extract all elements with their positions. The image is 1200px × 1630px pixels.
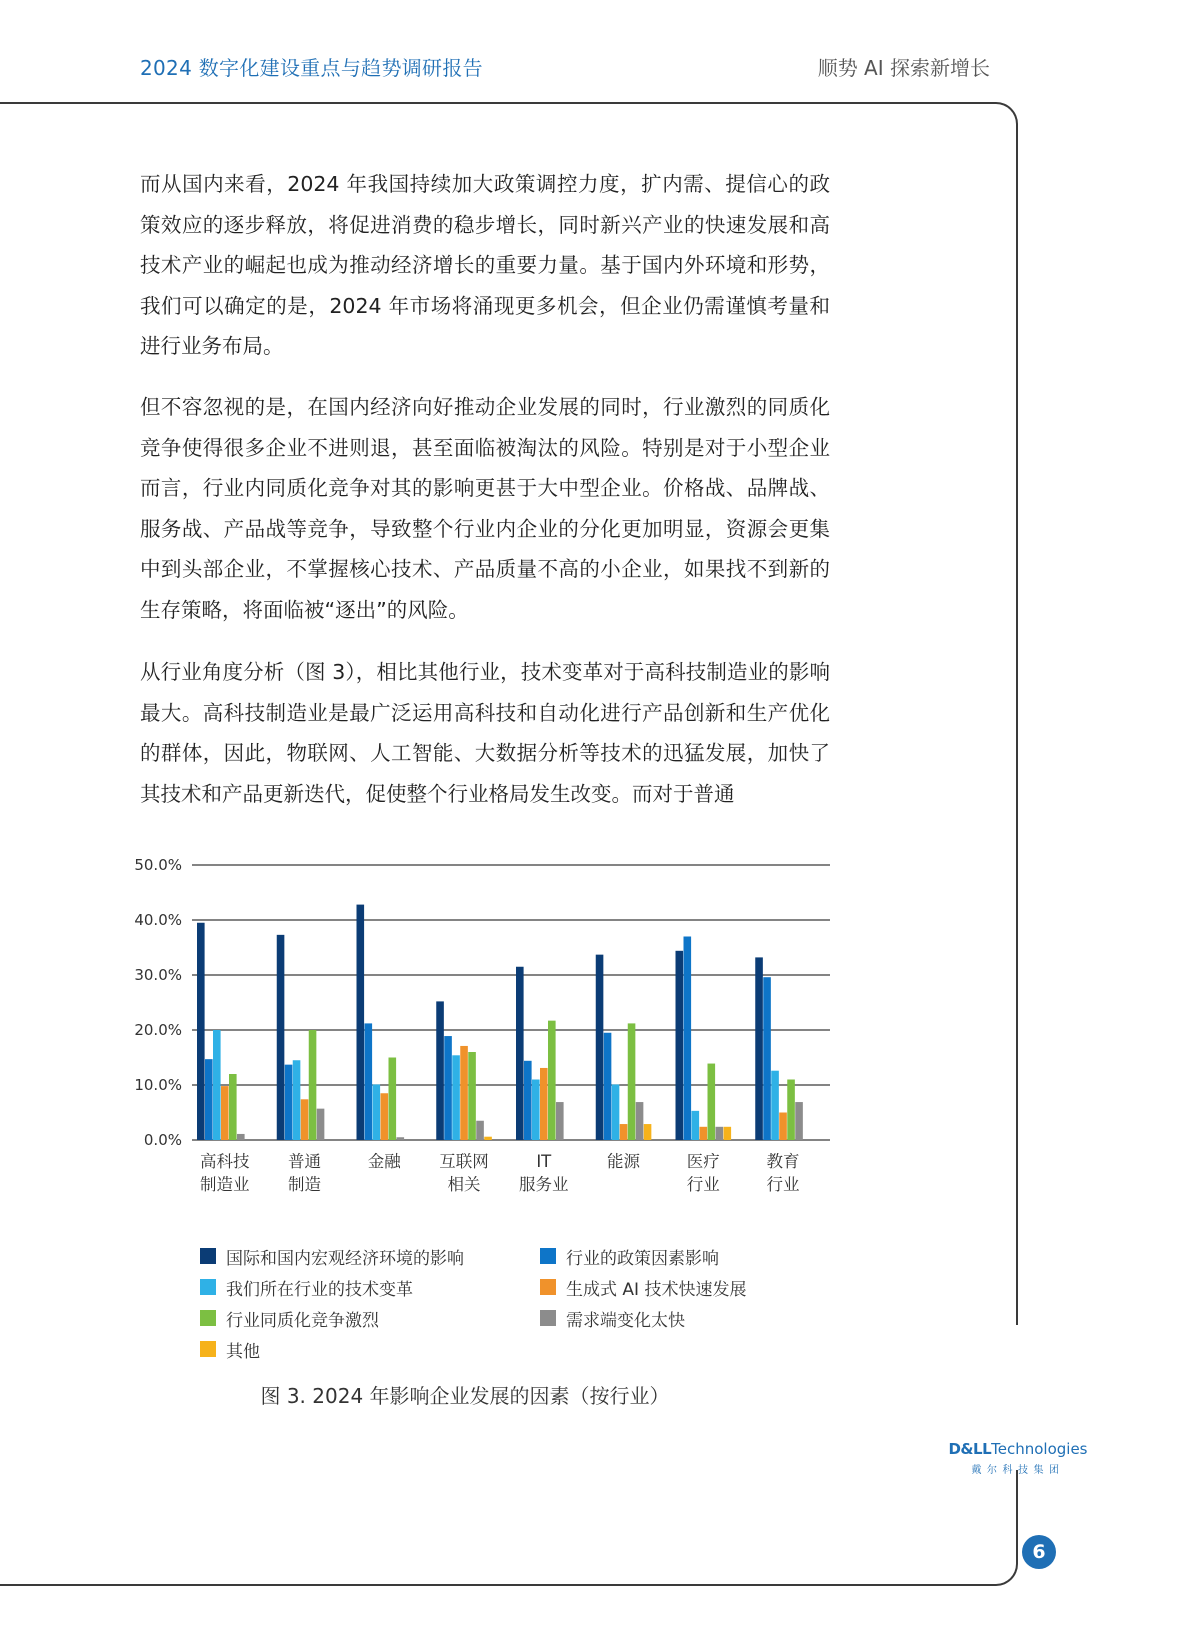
x-category-label: 教育	[766, 1152, 800, 1171]
bar-7-2	[771, 1071, 779, 1140]
bar-5-6	[644, 1124, 652, 1140]
bar-4-3	[540, 1068, 548, 1140]
industry-factor-bar-chart	[120, 845, 840, 1215]
legend-item	[200, 1245, 540, 1267]
legend-swatch	[540, 1310, 556, 1326]
bar-6-1	[684, 937, 692, 1141]
bar-1-3	[301, 1099, 309, 1140]
legend-label: 生成式 AI 技术快速发展	[566, 1279, 747, 1300]
bar-3-2	[452, 1055, 460, 1140]
x-category-label: 医疗	[686, 1152, 720, 1171]
paragraph-3: 从行业角度分析（图 3），相比其他行业，技术变革对于高科技制造业的影响最大。高科技制造业是最广泛运用高科技和自动化进行产品创新和生产优化的群体，因此，物联网、人工智能、大数据分析等技术的迅猛发展，加快了其技术和产品更新迭代，促使整个行业格局发生改变。而对于普通	[140, 660, 830, 806]
legend-swatch	[200, 1279, 216, 1295]
paragraph-1: 而从国内来看，2024 年我国持续加大政策调控力度，扩内需、提信心的政策效应的逐步释放，将促进消费的稳步增长，同时新兴产业的快速发展和高技术产业的崛起也成为推动经济增长的重要力量。基于国内外环境和形势，我们可以确定的是，2024 年市场将涌现更多机会，但企业仍需谨慎考量和进行业务布局。	[140, 172, 830, 358]
bar-0-1	[205, 1059, 213, 1140]
bar-0-0	[197, 923, 205, 1140]
bar-7-4	[787, 1080, 795, 1141]
bar-7-5	[795, 1102, 803, 1140]
legend-item	[540, 1245, 760, 1267]
bar-1-4	[309, 1030, 317, 1140]
bar-3-4	[468, 1052, 476, 1140]
legend-label: 需求端变化太快	[566, 1310, 685, 1331]
x-category-label: 制造业	[200, 1175, 250, 1194]
legend-item	[200, 1307, 540, 1329]
legend-item	[540, 1307, 760, 1329]
bar-1-5	[317, 1109, 325, 1140]
logo-wordmark: D&LLTechnologies	[948, 1440, 1088, 1458]
logo-subtitle: 戴尔科技集团	[971, 1465, 1065, 1476]
bar-5-5	[636, 1102, 644, 1140]
legend-label: 其他	[226, 1341, 260, 1362]
legend-item	[200, 1338, 540, 1360]
bar-6-6	[724, 1127, 732, 1140]
bar-5-2	[612, 1084, 620, 1140]
x-category-label: 金融	[367, 1152, 401, 1171]
bar-2-2	[373, 1084, 381, 1140]
y-tick-label: 50.0%	[134, 856, 182, 874]
x-category-label: 互联网	[439, 1152, 489, 1171]
bar-2-4	[389, 1058, 397, 1141]
bar-6-2	[692, 1111, 700, 1140]
bar-3-0	[436, 1001, 444, 1140]
bar-6-0	[676, 951, 684, 1140]
bar-6-4	[708, 1064, 716, 1140]
y-tick-label: 30.0%	[134, 966, 182, 984]
bar-1-0	[277, 935, 285, 1140]
y-tick-label: 0.0%	[143, 1131, 182, 1149]
bar-5-1	[604, 1033, 612, 1140]
bar-0-5	[237, 1134, 245, 1140]
bar-4-4	[548, 1021, 556, 1140]
bar-6-3	[700, 1127, 708, 1140]
bar-0-2	[213, 1030, 221, 1140]
bar-3-1	[444, 1036, 452, 1140]
legend-swatch	[200, 1341, 216, 1357]
bar-0-4	[229, 1074, 237, 1140]
x-category-label: 制造	[288, 1175, 322, 1194]
bar-1-2	[293, 1060, 301, 1140]
x-category-label: 普通	[288, 1152, 322, 1171]
report-slogan: 顺势 AI 探索新增长	[817, 56, 990, 80]
bar-7-1	[763, 977, 771, 1140]
y-tick-label: 40.0%	[134, 911, 182, 929]
bar-1-1	[285, 1065, 293, 1140]
legend-swatch	[540, 1279, 556, 1295]
y-tick-label: 10.0%	[134, 1076, 182, 1094]
bar-6-5	[716, 1127, 724, 1140]
bar-4-1	[524, 1061, 532, 1140]
bar-2-5	[397, 1137, 405, 1140]
x-category-label: 能源	[607, 1152, 641, 1171]
bar-4-5	[556, 1102, 564, 1140]
bar-4-0	[516, 967, 524, 1140]
bar-3-3	[460, 1046, 468, 1140]
x-category-label: 服务业	[519, 1175, 569, 1194]
x-category-label: IT	[536, 1152, 552, 1171]
bar-5-0	[596, 955, 604, 1140]
legend-swatch	[540, 1248, 556, 1264]
legend-item	[540, 1276, 760, 1298]
bar-2-0	[357, 905, 365, 1140]
bar-7-3	[779, 1113, 787, 1141]
figure-caption: 图 3. 2024 年影响企业发展的因素（按行业）	[260, 1384, 670, 1408]
bar-3-5	[476, 1121, 484, 1140]
paragraph-2: 但不容忽视的是，在国内经济向好推动企业发展的同时，行业激烈的同质化竞争使得很多企业不进则退，甚至面临被淘汰的风险。特别是对于小型企业而言，行业内同质化竞争对其的影响更甚于大中型企业。价格战、品牌战、服务战、产品战等竞争，导致整个行业内企业的分化更加明显，资源会更集中到头部企业，不掌握核心技术、产品质量不高的小企业，如果找不到新的生存策略，将面临被“逐出”的风险。	[140, 395, 830, 622]
bar-0-3	[221, 1086, 229, 1140]
x-category-label: 高科技	[200, 1152, 250, 1171]
y-tick-label: 20.0%	[134, 1021, 182, 1039]
page-number-badge: 6	[1022, 1535, 1056, 1569]
x-category-label: 行业	[686, 1175, 720, 1194]
legend-swatch	[200, 1248, 216, 1264]
legend-label: 国际和国内宏观经济环境的影响	[226, 1248, 464, 1269]
bar-2-1	[365, 1023, 373, 1140]
bar-5-4	[628, 1023, 636, 1140]
bar-3-6	[484, 1137, 492, 1140]
legend-label: 行业同质化竞争激烈	[226, 1310, 379, 1331]
bar-7-0	[755, 957, 763, 1140]
chart-legend	[200, 1245, 760, 1360]
x-category-label: 行业	[766, 1175, 800, 1194]
x-category-label: 相关	[447, 1175, 481, 1194]
bar-2-3	[381, 1093, 389, 1140]
legend-swatch	[200, 1310, 216, 1326]
report-title: 2024 数字化建设重点与趋势调研报告	[140, 56, 483, 80]
legend-item	[200, 1276, 540, 1298]
legend-label: 行业的政策因素影响	[566, 1248, 719, 1269]
legend-label: 我们所在行业的技术变革	[226, 1279, 413, 1300]
bar-4-2	[532, 1080, 540, 1141]
dell-technologies-logo	[948, 1440, 1088, 1476]
bar-5-3	[620, 1124, 628, 1140]
